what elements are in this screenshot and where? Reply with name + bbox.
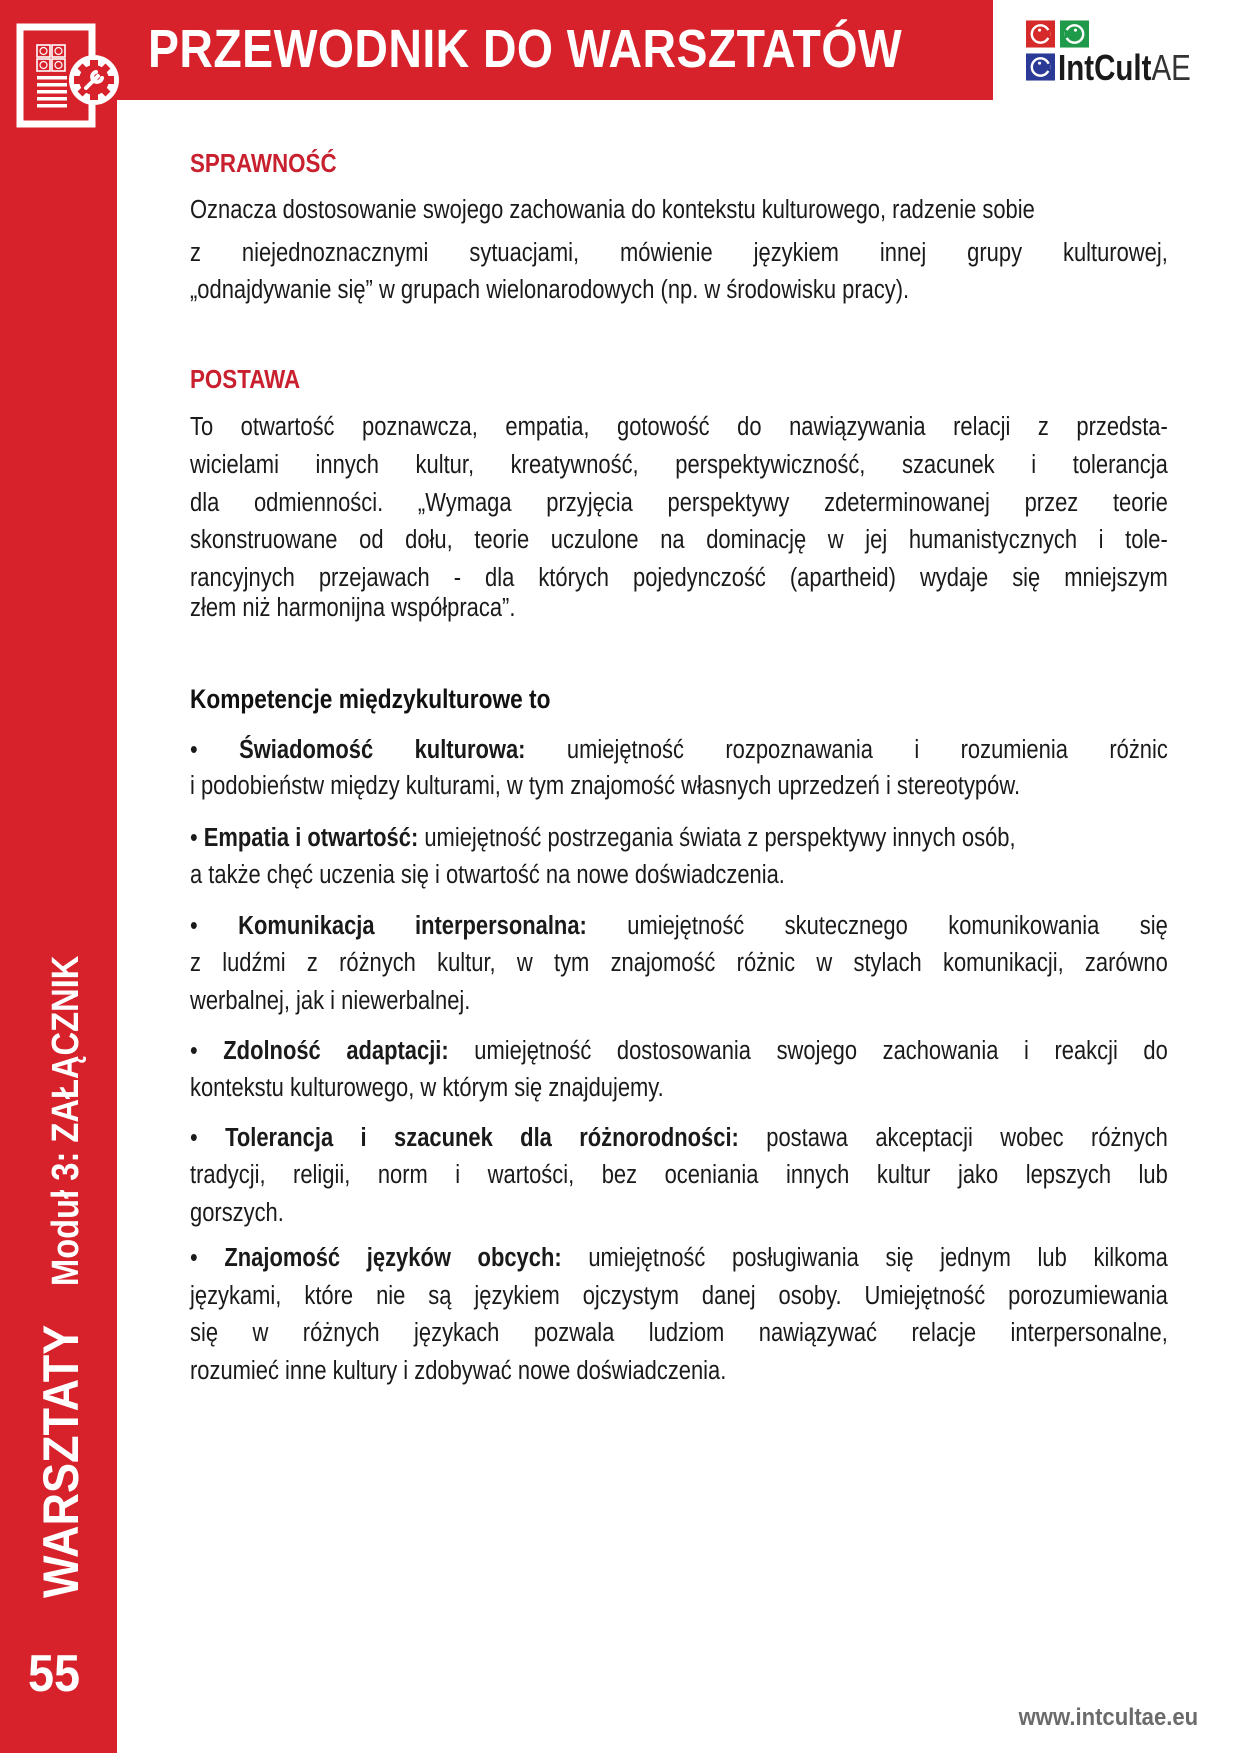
list-item-line: kontekstu kulturowego, w którym się znajdujemy. xyxy=(190,1074,664,1102)
bullet: • xyxy=(190,1244,198,1272)
bullet: • xyxy=(190,1124,198,1152)
list-item: • Znajomość języków obcych: umiejętność posługiwania się jednym lub kilkoma xyxy=(190,1244,1168,1272)
red-face-icon xyxy=(1026,20,1055,48)
list-item-line: się w różnych językach pozwala ludziom nawiązywać relacje interpersonalne, xyxy=(190,1319,1168,1347)
logo-wordmark xyxy=(1058,47,1191,88)
logo-text-light: AE xyxy=(1151,47,1191,88)
list-item-term: Empatia i otwartość: xyxy=(203,824,419,852)
paragraph-line: z niejednoznacznymi sytuacjami, mówienie językiem innej grupy kulturowej, xyxy=(190,239,1168,267)
competences-heading: Kompetencje międzykulturowe to xyxy=(190,684,551,714)
list-item-line: z ludźmi z różnych kultur, w tym znajomość różnic w stylach komunikacji, zarówno xyxy=(190,949,1168,977)
list-item-term: Świadomość kulturowa: xyxy=(239,736,526,764)
list-item-term: Tolerancja i szacunek dla różnorodności: xyxy=(225,1124,739,1152)
list-item-line: werbalnej, jak i niewerbalnej. xyxy=(190,987,471,1015)
list-item: • Świadomość kulturowa: umiejętność rozpoznawania i rozumienia różnic xyxy=(190,736,1168,764)
paragraph-line: dla odmienności. „Wymaga przyjęcia perspektywy zdeterminowanej przez teorie xyxy=(190,489,1168,517)
blue-face-icon xyxy=(1026,53,1055,81)
list-item: • Tolerancja i szacunek dla różnorodności: postawa akceptacji wobec różnych xyxy=(190,1124,1168,1152)
website-link[interactable]: www.intcultae.eu xyxy=(1018,1704,1198,1731)
sidebar-vertical-label xyxy=(33,902,89,1598)
list-item: • Empatia i otwartość: umiejętność postrzegania świata z perspektywy innych osób, xyxy=(190,824,1016,852)
paragraph-line: To otwartość poznawcza, empatia, gotowość do nawiązywania relacji z przedsta- xyxy=(190,413,1168,441)
list-item-term: Zdolność adaptacji: xyxy=(223,1037,449,1065)
paragraph-line: skonstruowane od dołu, teorie uczulone na dominację w jej humanistycznych i tole- xyxy=(190,526,1168,554)
list-item-line: rozumieć inne kultury i zdobywać nowe doświadczenia. xyxy=(190,1357,727,1385)
list-item-term: Komunikacja interpersonalna: xyxy=(238,912,587,940)
list-item-line: gorszych. xyxy=(190,1199,284,1227)
bullet: • xyxy=(190,1037,198,1065)
paragraph-line: Oznacza dostosowanie swojego zachowania do kontekstu kulturowego, radzenie sobie xyxy=(190,196,1035,224)
bullet: • xyxy=(190,736,198,764)
list-item: • Zdolność adaptacji: umiejętność dostosowania swojego zachowania i reakcji do xyxy=(190,1037,1168,1065)
bullet: • xyxy=(190,824,198,852)
bullet: • xyxy=(190,912,198,940)
paragraph-line: „odnajdywanie się” w grupach wielonarodowych (np. w środowisku pracy). xyxy=(190,276,910,304)
paragraph-line: wicielami innych kultur, kreatywność, perspektywiczność, szacunek i tolerancja xyxy=(190,451,1168,479)
list-item-line: tradycji, religii, norm i wartości, bez oceniania innych kultur jako lepszych lub xyxy=(190,1161,1168,1189)
list-item: • Komunikacja interpersonalna: umiejętność skutecznego komunikowania się xyxy=(190,912,1168,940)
list-item-line: językami, które nie są językiem ojczystym danej osoby. Umiejętność porozumiewania xyxy=(190,1282,1168,1310)
list-item-term: Znajomość języków obcych: xyxy=(224,1244,562,1272)
section-heading-sprawnosc: SPRAWNOŚĆ xyxy=(190,148,337,178)
page-title: PRZEWODNIK DO WARSZTATÓW xyxy=(148,19,903,79)
list-item-line: a także chęć uczenia się i otwartość na nowe doświadczenia. xyxy=(190,861,785,889)
sidebar-label-workshops: WARSZTATY xyxy=(33,1324,89,1598)
paragraph-line: rancyjnych przejawach - dla których pojedynczość (apartheid) wydaje się mniejszym xyxy=(190,564,1168,592)
logo-text-bold: IntCult xyxy=(1058,47,1152,88)
green-face-icon xyxy=(1060,20,1089,48)
sidebar-label-module: Moduł 3: ZAŁĄCZNIK xyxy=(45,955,87,1287)
paragraph-line: złem niż harmonijna współpraca”. xyxy=(190,594,516,622)
page-number: 55 xyxy=(28,1645,81,1703)
section-heading-postawa: POSTAWA xyxy=(190,364,301,394)
list-item-line: i podobieństw między kulturami, w tym znajomość własnych uprzedzeń i stereotypów. xyxy=(190,772,1021,800)
document-gear-icon xyxy=(14,18,124,133)
